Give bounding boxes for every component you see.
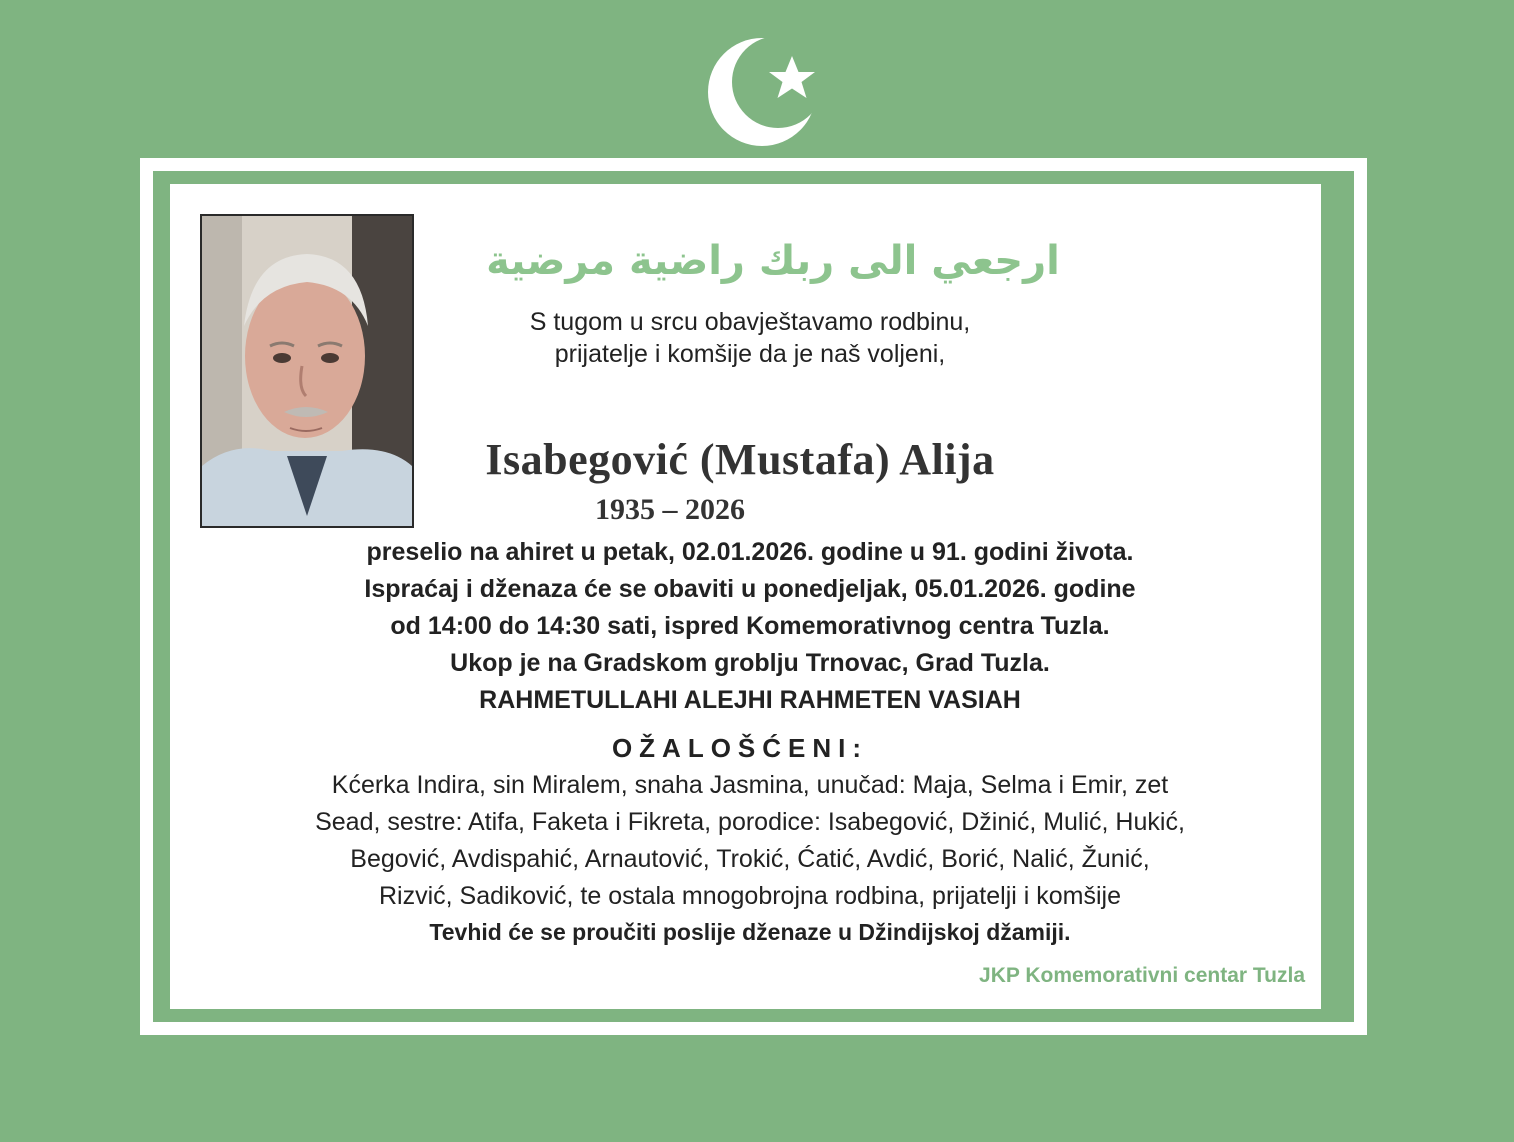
- details-line: Ispraćaj i dženaza će se obaviti u ponedjeljak, 05.01.2026. godine: [364, 575, 1136, 603]
- crescent-star-icon: [700, 30, 840, 150]
- svg-text:ارجعي الى ربك راضية مرضية: ارجعي الى ربك راضية مرضية: [486, 238, 1060, 284]
- intro-text: [470, 306, 1030, 370]
- details-line: preselio na ahiret u petak, 02.01.2026. godine u 91. godini života.: [366, 538, 1134, 566]
- deceased-name: Isabegović (Mustafa) Alija: [485, 435, 995, 484]
- intro-line: prijatelje i komšije da je naš voljeni,: [554, 340, 946, 368]
- details-line: od 14:00 do 14:30 sati, ispred Komemorativnog centra Tuzla.: [390, 612, 1110, 640]
- deceased-years: 1935 – 2026: [595, 493, 745, 526]
- details-line: Ukop je na Gradskom groblju Trnovac, Grad Tuzla.: [450, 649, 1050, 677]
- publisher-footer: JKP Komemorativni centar Tuzla: [979, 964, 1305, 987]
- arabic-calligraphy-icon: [486, 204, 1060, 304]
- mourners-line: Rizvić, Sadiković, te ostala mnogobrojna rodbina, prijatelji i komšije: [378, 882, 1121, 910]
- intro-line: S tugom u srcu obavještavamo rodbinu,: [529, 308, 971, 336]
- mourners-line: Kćerka Indira, sin Miralem, snaha Jasmina, unučad: Maja, Selma i Emir, zet: [331, 771, 1169, 799]
- mourners-list: [210, 767, 1290, 915]
- mourners-title: OŽALOŠĆENI:: [611, 733, 869, 763]
- portrait-illustration: [202, 216, 412, 526]
- funeral-details: [210, 534, 1290, 719]
- obituary-card: [170, 184, 1321, 1009]
- mourners-line: Sead, sestre: Atifa, Faketa i Fikreta, porodice: Isabegović, Džinić, Mulić, Hukić,: [315, 808, 1185, 836]
- inner-frame: [153, 171, 1354, 1022]
- mourners-line: Begović, Avdispahić, Arnautović, Trokić, Ćatić, Avdić, Borić, Nalić, Žunić,: [350, 845, 1150, 873]
- outer-frame: [140, 158, 1367, 1035]
- prayer-line: RAHMETULLAHI ALEJHI RAHMETEN VASIAH: [479, 686, 1021, 714]
- tevhid-notice: Tevhid će se proučiti poslije dženaze u Džindijskoj džamiji.: [429, 919, 1071, 945]
- portrait-photo: [200, 214, 414, 528]
